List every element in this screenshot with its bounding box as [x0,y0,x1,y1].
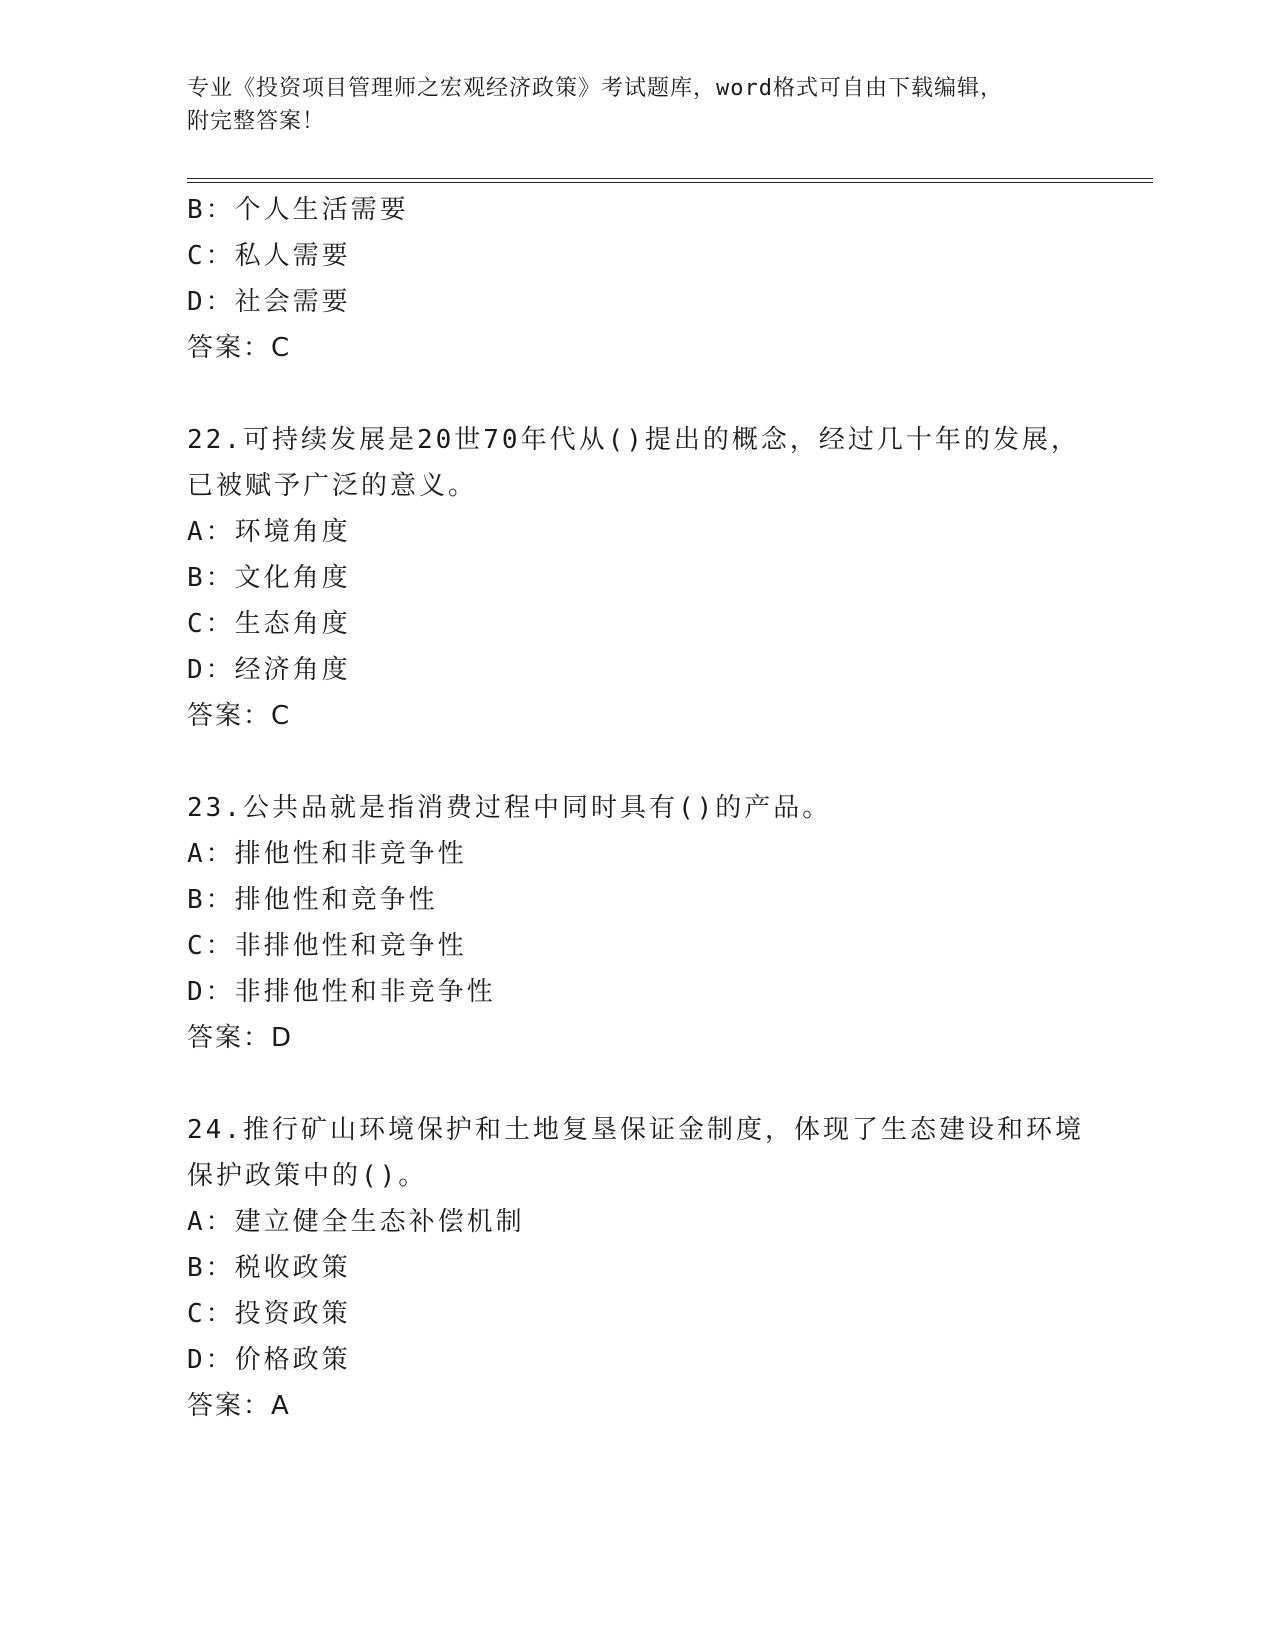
question-stem: 22.可持续发展是20世70年代从()提出的概念，经过几十年的发展， [187,425,1080,455]
question-spacer [187,371,1087,417]
option-b: B：排他性和竞争性 [187,885,438,915]
question-24 [187,1107,1087,1429]
option-b: B：税收政策 [187,1253,351,1283]
question-spacer [187,739,1087,785]
header-line-1: 专业《投资项目管理师之宏观经济政策》考试题库，word格式可自由下载编辑， [187,76,1003,101]
answer-line: 答案：C [187,333,292,363]
question-stem-continued: 保护政策中的()。 [187,1161,428,1191]
answer-line: 答案：A [187,1391,291,1421]
option-d: D：价格政策 [187,1345,351,1375]
question-stem: 24.推行矿山环境保护和土地复垦保证金制度，体现了生态建设和环境 [187,1115,1084,1145]
answer-line: 答案：C [187,701,292,731]
option-a: A：排他性和非竞争性 [187,839,467,869]
option-b: B：个人生活需要 [187,195,409,225]
question-stem: 23.公共品就是指消费过程中同时具有()的产品。 [187,793,832,823]
question-21-partial [187,187,1087,371]
question-list [187,187,1087,1429]
option-c: C：非排他性和竞争性 [187,931,467,961]
option-d: D：非排他性和非竞争性 [187,977,496,1007]
option-c: C：生态角度 [187,609,351,639]
option-c: C：私人需要 [187,241,351,271]
question-spacer [187,1061,1087,1107]
option-d: D：经济角度 [187,655,351,685]
option-a: A：环境角度 [187,517,351,547]
option-b: B：文化角度 [187,563,351,593]
header-divider-top [187,178,1153,179]
question-stem-continued: 已被赋予广泛的意义。 [187,471,478,501]
question-23 [187,785,1087,1061]
option-d: D：社会需要 [187,287,351,317]
header-divider-bottom [187,182,1153,183]
option-a: A：建立健全生态补偿机制 [187,1207,525,1237]
answer-line: 答案：D [187,1023,294,1053]
question-22 [187,417,1087,739]
option-c: C：投资政策 [187,1299,351,1329]
document-header [187,72,1067,138]
header-line-2: 附完整答案！ [187,109,326,134]
